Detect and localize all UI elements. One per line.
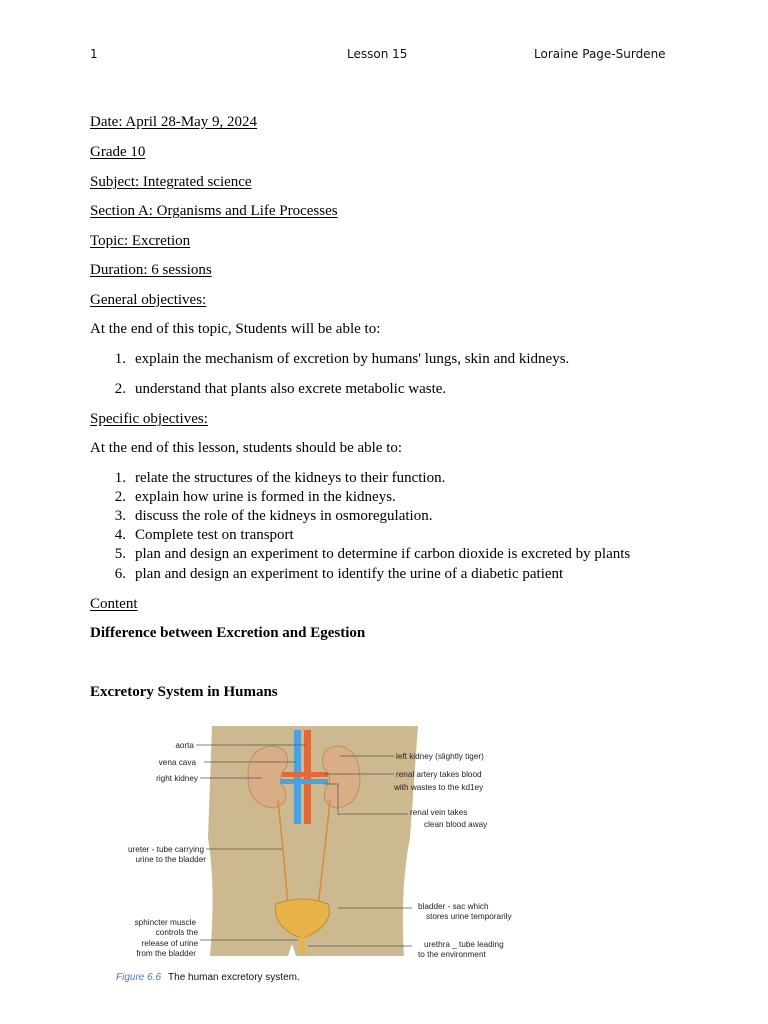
content-label: Content <box>90 596 138 612</box>
renal-vein-vessel <box>280 779 328 784</box>
excretory-diagram <box>112 718 528 986</box>
list-text: discuss the role of the kidneys in osmoregulation. <box>135 508 433 524</box>
list-number: 6. <box>114 566 126 582</box>
sphincter-label-line3: release of urine <box>141 939 198 948</box>
list-text: relate the structures of the kidneys to their function. <box>135 470 446 486</box>
figure-caption <box>116 967 300 984</box>
grade-line: Grade 10 <box>90 144 146 160</box>
list-text: plan and design an experiment to identify the urine of a diabetic patient <box>135 566 564 582</box>
list-number: 4. <box>114 527 126 543</box>
ureter-label-line1: ureter - tube carrying <box>128 845 204 854</box>
excretion-egestion-heading: Difference between Excretion and Egestion <box>90 625 366 641</box>
urethra-shape <box>299 934 305 954</box>
bladder-label-line2: stores urine temporarily <box>426 912 512 921</box>
renal-vein-label-line1: renal vein takes <box>410 808 468 817</box>
sphincter-label-line2: controls the <box>155 928 198 937</box>
page-number: 1 <box>90 47 98 61</box>
aorta-label: aorta <box>175 741 194 750</box>
duration-line: Duration: 6 sessions <box>90 262 212 278</box>
list-number: 1. <box>114 351 126 367</box>
list-text: Complete test on transport <box>135 527 294 543</box>
ureter-label-line2: urine to the bladder <box>135 855 206 864</box>
vena-cava-label: vena cava <box>158 758 196 767</box>
subject-line: Subject: Integrated science <box>90 174 252 190</box>
topic-line: Topic: Excretion <box>90 233 191 249</box>
date-line: Date: April 28-May 9, 2024 <box>90 114 258 130</box>
list-number: 2. <box>114 489 126 505</box>
section-line: Section A: Organisms and Life Processes <box>90 203 338 219</box>
list-number: 3. <box>114 508 126 524</box>
figure-caption-text: The human excretory system. <box>168 972 300 983</box>
bladder-label-line1: bladder - sac which <box>418 902 489 911</box>
excretory-system-heading: Excretory System in Humans <box>90 684 278 700</box>
list-text: explain the mechanism of excretion by humans' lungs, skin and kidneys. <box>135 351 570 367</box>
urethra-label-line2: to the environment <box>418 950 486 959</box>
renal-artery-label-line2: with wastes to the kd1ey <box>394 783 484 792</box>
list-text: understand that plants also excrete metabolic waste. <box>135 381 447 397</box>
specific-objectives-intro: At the end of this lesson, students should be able to: <box>90 440 403 456</box>
urethra-label-line1: urethra _ tube leading <box>424 940 504 949</box>
author-name: Loraine Page-Surdene <box>534 47 666 61</box>
figure-number: Figure 6.6 <box>116 972 162 983</box>
specific-objectives-heading: Specific objectives: <box>90 411 208 427</box>
sphincter-label-line4: from the bladder <box>136 949 196 958</box>
list-text: plan and design an experiment to determine if carbon dioxide is excreted by plants <box>135 546 631 562</box>
renal-artery-label-line1: renal artery takes blood <box>396 770 482 779</box>
lesson-label: Lesson 15 <box>347 47 408 61</box>
list-number: 2. <box>114 381 126 397</box>
left-kidney-label: left kidney (slightly tiger) <box>396 752 484 761</box>
renal-vein-label-line2: clean blood away <box>424 820 488 829</box>
list-text: explain how urine is formed in the kidneys. <box>135 489 396 505</box>
sphincter-label-line1: sphincter muscle <box>134 918 196 927</box>
list-number: 1. <box>114 470 126 486</box>
renal-artery-vessel <box>282 772 328 777</box>
list-number: 5. <box>114 546 126 562</box>
excretory-system-figure <box>112 718 528 986</box>
general-objectives-intro: At the end of this topic, Students will be able to: <box>90 321 381 337</box>
general-objectives-heading: General objectives: <box>90 292 207 308</box>
right-kidney-label: right kidney <box>156 774 198 783</box>
